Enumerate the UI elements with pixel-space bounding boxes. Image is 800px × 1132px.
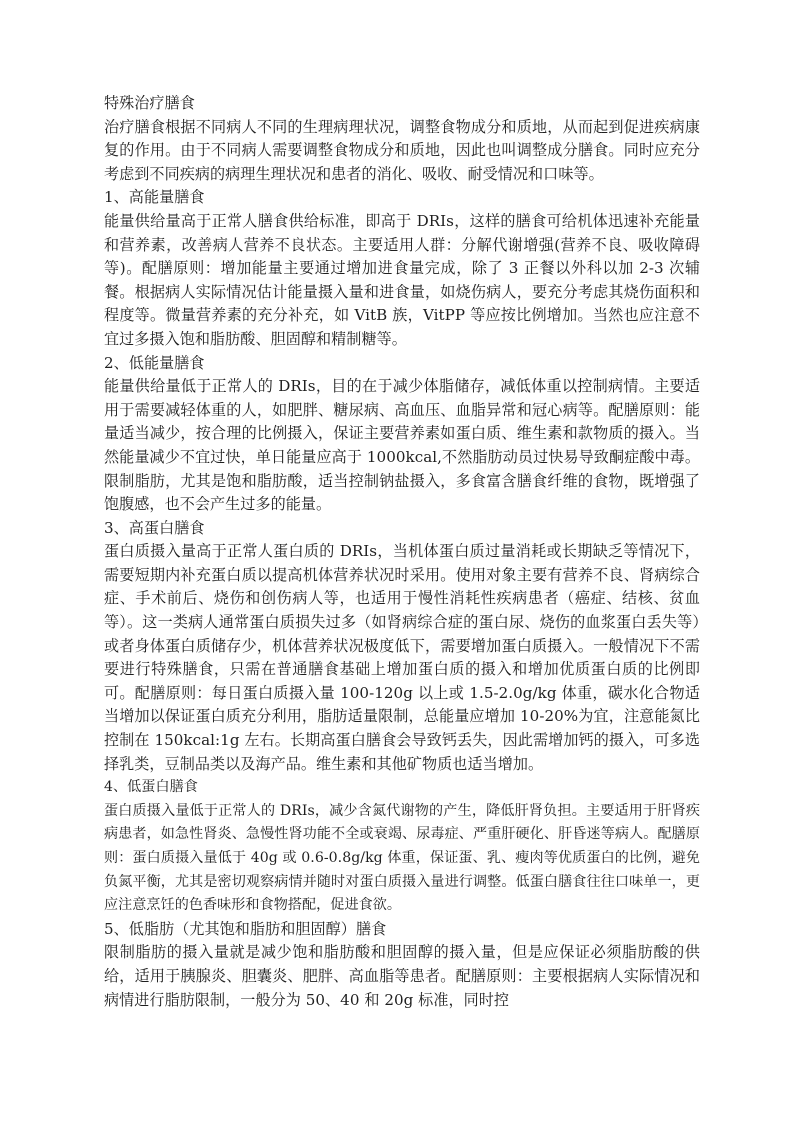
document-text-column	[104, 92, 700, 1012]
section-3-body: 蛋白质摄入量高于正常人蛋白质的 DRIs，当机体蛋白质过量消耗或长期缺乏等情况下，需要短期内补充蛋白质以提高机体营养状况时采用。使用对象主要有营养不良、肾病综合症、手术前后、烧伤和创伤病人等，也适用于慢性消耗性疾病患者（癌症、结核、贫血等）。这一类病人通常蛋白质损失过多（如肾病综合症的蛋白尿、烧伤的血浆蛋白丢失等）或者身体蛋白质储存少，机体营养状况极度低下，需要增加蛋白质摄入。一般情况下不需要进行特殊膳食，只需在普通膳食基础上增加蛋白质的摄入和增加优质蛋白质的比例即可。配膳原则：每日蛋白质摄入量 100-120g 以上或 1.5-2.0g/kg 体重，碳水化合物适当增加以保证蛋白质充分利用，脂肪适量限制，总能量应增加 10-20%为宜，注意能氮比控制在 150kcal:1g 左右。长期高蛋白膳食会导致钙丢失，因此需增加钙的摄入，可多选择乳类，豆制品类以及海产品。维生素和其他矿物质也适当增加。	[104, 542, 700, 773]
section-4-body: 蛋白质摄入量低于正常人的 DRIs，减少含氮代谢物的产生，降低肝肾负担。主要适用于肝肾疾病患者，如急性肾炎、急慢性肾功能不全或衰竭、尿毒症、严重肝硬化、肝昏迷等病人。配膳原则：蛋白质摄入量低于 40g 或 0.6-0.8g/kg 体重，保证蛋、乳、瘦肉等优质蛋白的比例，避免负氮平衡，尤其是密切观察病情并随时对蛋白质摄入量进行调整。低蛋白膳食往往口味单一，更应注意烹饪的色香味形和食物搭配，促进食欲。	[104, 802, 700, 914]
section-2-body: 能量供给量低于正常人的 DRIs，目的在于减少体脂储存，减低体重以控制病情。主要适用于需要减轻体重的人，如肥胖、糖尿病、高血压、血脂异常和冠心病等。配膳原则：能量适当减少，按合理的比例摄入，保证主要营养素如蛋白质、维生素和款物质的摄入。当然能量减少不宜过快，单日能量应高于 1000kcal,不然脂肪动员过快易导致酮症酸中毒。限制脂肪，尤其是饱和脂肪酸，适当控制钠盐摄入，多食富含膳食纤维的食物，既增强了饱腹感，也不会产生过多的能量。	[104, 377, 700, 514]
section-2-heading: 2、低能量膳食	[104, 353, 205, 372]
section-3-heading: 3、高蛋白膳食	[104, 518, 205, 537]
section-4-heading: 4、低蛋白膳食	[104, 779, 198, 796]
section-5-heading: 5、低脂肪（尤其饱和脂肪和胆固醇）膳食	[104, 919, 387, 938]
section-5-body: 限制脂肪的摄入量就是减少饱和脂肪酸和胆固醇的摄入量，但是应保证必须脂肪酸的供给，适用于胰腺炎、胆囊炎、肥胖、高血脂等患者。配膳原则：主要根据病人实际情况和病情进行脂肪限制，一般分为 50、40 和 20g 标准，同时控	[104, 943, 700, 1009]
section-1-heading: 1、高能量膳食	[104, 188, 205, 207]
section-1-body: 能量供给量高于正常人膳食供给标准，即高于 DRIs，这样的膳食可给机体迅速补充能量和营养素，改善病人营养不良状态。主要适用人群：分解代谢增强(营养不良、吸收障碍等)。配膳原则：增加能量主要通过增加进食量完成，除了 3 正餐以外科以加 2-3 次辅餐。根据病人实际情况估计能量摄入量和进食量，如烧伤病人，要充分考虑其烧伤面积和程度等。微量营养素的充分补充，如 VitB 族，VitPP 等应按比例增加。当然也应注意不宜过多摄入饱和脂肪酸、胆固醇和精制糖等。	[104, 211, 700, 348]
doc-title: 特殊治疗膳食	[104, 94, 195, 112]
intro-paragraph: 治疗膳食根据不同病人不同的生理病理状况，调整食物成分和质地，从而起到促进疾病康复的作用。由于不同病人需要调整食物成分和质地，因此也叫调整成分膳食。同时应充分考虑到不同疾病的病理生理状况和患者的消化、吸收、耐受情况和口味等。	[104, 117, 700, 183]
